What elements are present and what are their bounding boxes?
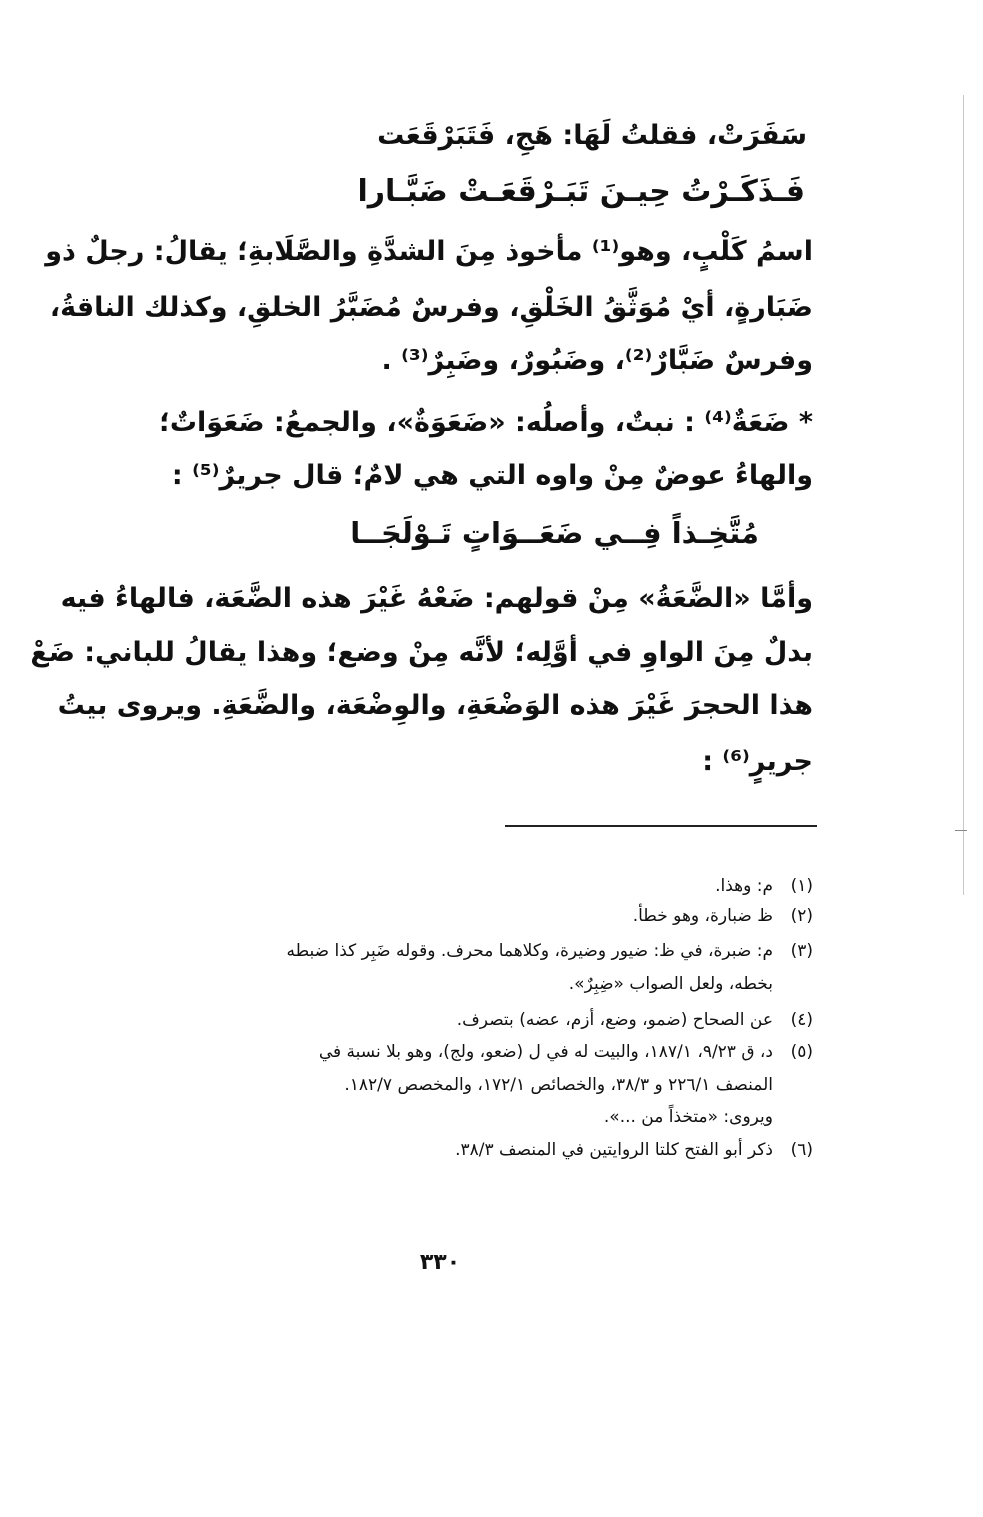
paragraph-1-line-3: وفرسٌ ضَبَّارٌ⁽²⁾، وضَبُورٌ، وضَبِرٌ⁽³⁾ . xyxy=(381,345,813,376)
paragraph-3-line-3: هذا الحجرَ غَيْرَ هذه الوَضْعَةِ، والوِضْعَة، والضَّعَةِ. ويروى بيتُ xyxy=(57,690,813,721)
page-edge-tick xyxy=(955,830,967,831)
footnote-text: م: ضبرة، في ظ: ضيور وضيرة، وكلاهما محرف. وقوله ضَبِر كذا ضبطه xyxy=(286,941,773,961)
footnote-text: ظ ضبارة، وهو خطأ. xyxy=(632,906,773,926)
footnote-text: عن الصحاح (ضمو، وضع، أزم، عضه) بتصرف. xyxy=(456,1010,773,1030)
paragraph-2-line-1: * ضَعَةٌ⁽⁴⁾ : نبتٌ، وأصلُه: «ضَعَوَةٌ»، والجمعُ: ضَعَوَاتٌ؛ xyxy=(159,407,813,438)
footnote-text-continued: المنصف ٢٢٦/١ و ٣٨/٣، والخصائص ١٧٢/١، والمخصص ١٨٢/٧. xyxy=(344,1075,773,1095)
footnote-number: (٦) xyxy=(790,1140,813,1160)
verse-line-1: سَفَرَتْ، فقلتُ لَهَا: هَجِ، فَتَبَرْقَعَت xyxy=(377,120,807,151)
footnote-separator xyxy=(505,825,817,827)
footnote-number: (٤) xyxy=(790,1010,813,1030)
footnote-number: (٢) xyxy=(790,906,813,926)
footnote-text-continued: ويروى: «متخذاً من ...». xyxy=(603,1107,773,1127)
paragraph-1-line-1: اسمُ كَلْبٍ، وهو⁽¹⁾ مأخوذ مِنَ الشدَّةِ والصَّلَابةِ؛ يقالُ: رجلٌ ذو xyxy=(45,236,813,267)
paragraph-3-line-4: جريرٍ⁽⁶⁾ : xyxy=(702,746,813,777)
paragraph-2-line-2: والهاءُ عوضٌ مِنْ واوه التي هي لامٌ؛ قال جريرٌ⁽⁵⁾ : xyxy=(171,460,813,491)
verse-line-2: فَـذَكَـرْتُ حِيـنَ تَبَـرْقَعَـتْ ضَبَّـارا xyxy=(357,174,805,209)
page-number: ٣٣٠ xyxy=(419,1250,461,1275)
paragraph-3-line-2: بدلٌ مِنَ الواوِ في أوَّلِه؛ لأنَّه مِنْ وضع؛ وهذا يقالُ للباني: ضَعْ xyxy=(30,637,813,668)
footnote-number: (١) xyxy=(790,876,813,896)
verse-2: مُتَّخِـذاً فِــي ضَعَــوَاتٍ تَـوْلَجَــا xyxy=(350,516,759,550)
footnote-number: (٣) xyxy=(790,941,813,961)
footnote-text: م: وهذا. xyxy=(715,876,773,896)
paragraph-3-line-1: وأمَّا «الضَّعَةُ» مِنْ قولهم: ضَعْهُ غَيْرَ هذه الضَّعَة، فالهاءُ فيه xyxy=(60,583,813,614)
footnote-text: ذكر أبو الفتح كلتا الروايتين في المنصف ٣٨/٣. xyxy=(455,1140,773,1160)
footnote-text: د، ق ٩/٢٣، ١٨٧/١، والبيت له في ل (ضعو، ولج)، وهو بلا نسبة في xyxy=(318,1042,773,1062)
paragraph-1-line-2: ضَبَارةٍ، أيْ مُوَثَّقُ الخَلْقِ، وفرسٌ مُضَبَّرُ الخلقِ، وكذلك الناقةُ، xyxy=(49,292,813,323)
footnote-number: (٥) xyxy=(790,1042,813,1062)
page-edge-line xyxy=(963,95,964,895)
footnote-text-continued: بخطه، ولعل الصواب «ضِبِرٌ». xyxy=(568,974,773,994)
